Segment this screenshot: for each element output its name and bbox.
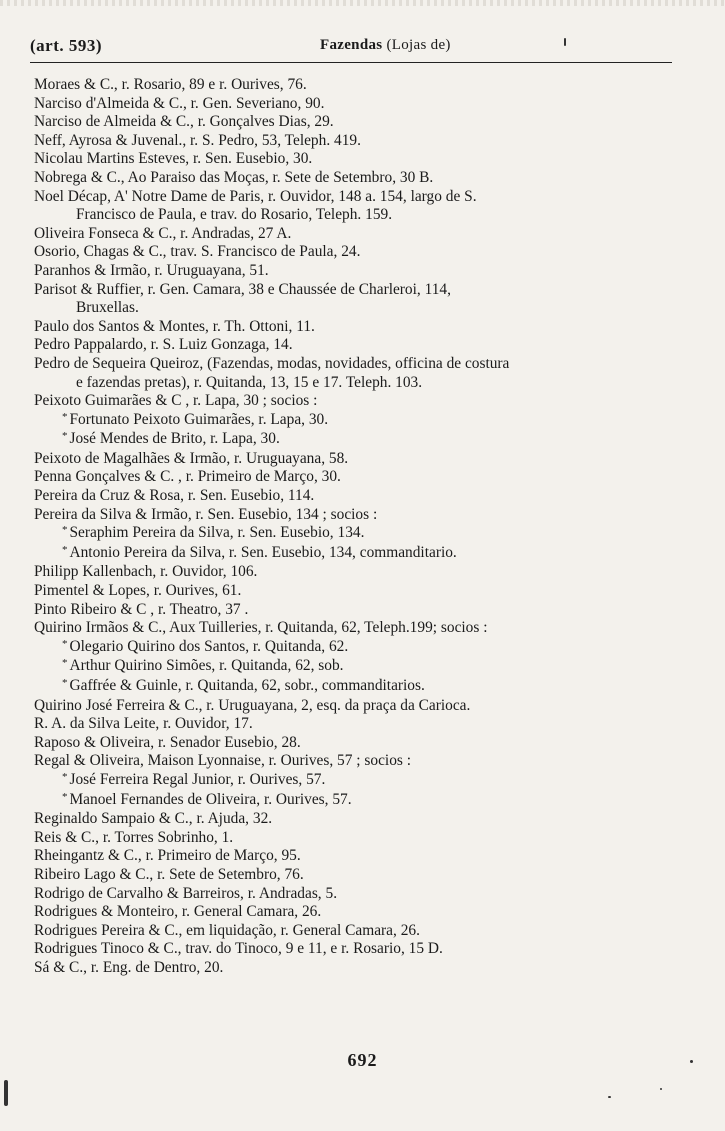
page-number: 692 bbox=[347, 1050, 378, 1070]
entry-text: Rodrigues Pereira & C., em liquidação, r. General Camara, 26. bbox=[34, 921, 420, 939]
directory-entry bbox=[34, 169, 674, 188]
directory-entry bbox=[34, 76, 674, 95]
directory-entry bbox=[34, 940, 674, 959]
directory-entry bbox=[34, 95, 674, 114]
entry-text: Seraphim Pereira da Silva, r. Sen. Eusebio, 134. bbox=[69, 524, 365, 542]
directory-entry bbox=[34, 752, 674, 771]
entry-text: Pinto Ribeiro & C , r. Theatro, 37 . bbox=[34, 600, 249, 618]
directory-entry bbox=[34, 506, 674, 525]
directory-entry bbox=[34, 487, 674, 506]
partner-entry bbox=[34, 638, 674, 658]
entry-text: Manoel Fernandes de Oliveira, r. Ourives, 57. bbox=[69, 790, 352, 808]
entry-text: Gaffrée & Guinle, r. Quitanda, 62, sobr., commanditarios. bbox=[69, 677, 425, 694]
entry-text: Rodrigues & Monteiro, r. General Camara, 26. bbox=[34, 903, 322, 921]
entry-text: Rheingantz & C., r. Primeiro de Março, 95. bbox=[34, 847, 301, 865]
entry-text: Noel Décap, A' Notre Dame de Paris, r. Ouvidor, 148 a. 154, largo de S. bbox=[34, 187, 477, 205]
directory-entries bbox=[34, 76, 674, 978]
entry-text: Reginaldo Sampaio & C., r. Ajuda, 32. bbox=[34, 810, 273, 828]
directory-entry bbox=[34, 188, 674, 225]
entry-text: Pimentel & Lopes, r. Ourives, 61. bbox=[34, 582, 242, 600]
section-title-main: Fazendas bbox=[320, 37, 383, 53]
directory-entry bbox=[34, 355, 674, 392]
directory-entry bbox=[34, 150, 674, 169]
article-reference: (art. 593) bbox=[30, 36, 103, 55]
entry-text: José Ferreira Regal Junior, r. Ourives, 57. bbox=[69, 770, 326, 788]
directory-entry bbox=[34, 922, 674, 941]
directory-entry bbox=[34, 959, 674, 978]
entry-text: Pedro de Sequeira Queiroz, (Fazendas, modas, novidades, officina de costura bbox=[34, 354, 510, 372]
ink-speck bbox=[4, 1080, 8, 1106]
entry-text: Fortunato Peixoto Guimarães, r. Lapa, 30. bbox=[69, 410, 329, 428]
entry-text: José Mendes de Brito, r. Lapa, 30. bbox=[69, 430, 280, 448]
ink-speck bbox=[690, 1060, 693, 1063]
entry-text: Penna Gonçalves & C. , r. Primeiro de Março, 30. bbox=[34, 468, 341, 486]
partner-entry bbox=[34, 430, 674, 450]
directory-entry bbox=[34, 582, 674, 601]
entry-text: Osorio, Chagas & C., trav. S. Francisco de Paula, 24. bbox=[34, 243, 361, 261]
entry-text: Quirino Irmãos & C., Aux Tuilleries, r. Quitanda, 62, Teleph.199; socios : bbox=[34, 619, 488, 637]
directory-entry bbox=[34, 903, 674, 922]
entry-text: Pedro Pappalardo, r. S. Luiz Gonzaga, 14. bbox=[34, 336, 293, 354]
entry-text: Antonio Pereira da Silva, r. Sen. Eusebio, 134, commanditario. bbox=[69, 543, 457, 561]
section-title bbox=[320, 37, 451, 54]
entry-text: Regal & Oliveira, Maison Lyonnaise, r. Ourives, 57 ; socios : bbox=[34, 752, 412, 770]
ink-speck bbox=[608, 1096, 611, 1098]
directory-entry bbox=[34, 281, 674, 318]
entry-text: Nicolau Martins Esteves, r. Sen. Eusebio, 30. bbox=[34, 150, 313, 168]
entry-text: Sá & C., r. Eng. de Dentro, 20. bbox=[34, 958, 224, 976]
entry-text: Narciso de Almeida & C., r. Gonçalves Dias, 29. bbox=[34, 113, 334, 131]
directory-entry bbox=[34, 601, 674, 620]
entry-text: Ribeiro Lago & C., r. Sete de Setembro, 76. bbox=[34, 865, 304, 883]
directory-entry bbox=[34, 318, 674, 337]
page-header bbox=[30, 30, 672, 64]
directory-entry bbox=[34, 619, 674, 638]
directory-entry bbox=[34, 336, 674, 355]
partner-entry bbox=[34, 524, 674, 544]
entry-text: Pereira da Cruz & Rosa, r. Sen. Eusebio, 114. bbox=[34, 487, 315, 505]
entry-text: Paulo dos Santos & Montes, r. Th. Ottoni, 11. bbox=[34, 317, 315, 335]
directory-entry bbox=[34, 715, 674, 734]
directory-entry bbox=[34, 829, 674, 848]
entry-continuation: Francisco de Paula, e trav. do Rosario, Teleph. 159. bbox=[76, 206, 393, 224]
ink-speck bbox=[660, 1088, 662, 1090]
entry-continuation: e fazendas pretas), r. Quitanda, 13, 15 e 17. Teleph. 103. bbox=[76, 373, 423, 391]
entry-text: Peixoto de Magalhães & Irmão, r. Uruguayana, 58. bbox=[34, 449, 349, 467]
directory-entry bbox=[34, 697, 674, 716]
section-title-paren: (Lojas de) bbox=[386, 37, 451, 53]
directory-entry bbox=[34, 734, 674, 753]
directory-entry bbox=[34, 810, 674, 829]
entry-text: Rodrigues Tinoco & C., trav. do Tinoco, 9 e 11, e r. Rosario, 15 D. bbox=[34, 940, 443, 958]
entry-text: Arthur Quirino Simões, r. Quitanda, 62, sob. bbox=[69, 657, 344, 675]
partner-entry bbox=[34, 791, 674, 811]
page-top-edge bbox=[0, 0, 725, 6]
ink-speck bbox=[564, 38, 566, 46]
directory-entry bbox=[34, 392, 674, 411]
directory-entry bbox=[34, 468, 674, 487]
entry-text: Peixoto Guimarães & C , r. Lapa, 30 ; socios : bbox=[34, 392, 318, 410]
directory-entry bbox=[34, 866, 674, 885]
directory-entry bbox=[34, 563, 674, 582]
entry-text: Quirino José Ferreira & C., r. Uruguayana, 2, esq. da praça da Carioca. bbox=[34, 696, 471, 714]
directory-entry bbox=[34, 113, 674, 132]
partner-entry bbox=[34, 544, 674, 564]
entry-text: Rodrigo de Carvalho & Barreiros, r. Andradas, 5. bbox=[34, 884, 338, 902]
entry-text: Pereira da Silva & Irmão, r. Sen. Eusebio, 134 ; socios : bbox=[34, 505, 378, 523]
entry-text: Olegario Quirino dos Santos, r. Quitanda, 62. bbox=[69, 637, 349, 655]
partner-entry bbox=[34, 411, 674, 431]
entry-text: Philipp Kallenbach, r. Ouvidor, 106. bbox=[34, 563, 258, 581]
entry-continuation: Bruxellas. bbox=[76, 299, 139, 317]
directory-entry bbox=[34, 132, 674, 151]
partner-entry bbox=[34, 677, 674, 697]
entry-text: Reis & C., r. Torres Sobrinho, 1. bbox=[34, 828, 234, 846]
entry-text: Nobrega & C., Ao Paraiso das Moças, r. Sete de Setembro, 30 B. bbox=[34, 168, 434, 186]
entry-text: Neff, Ayrosa & Juvenal., r. S. Pedro, 53, Teleph. 419. bbox=[34, 131, 361, 149]
directory-entry bbox=[34, 885, 674, 904]
partner-entry bbox=[34, 771, 674, 791]
directory-entry bbox=[34, 262, 674, 281]
directory-entry bbox=[34, 243, 674, 262]
directory-entry bbox=[34, 847, 674, 866]
entry-text: Moraes & C., r. Rosario, 89 e r. Ourives, 76. bbox=[34, 76, 307, 93]
entry-text: Narciso d'Almeida & C., r. Gen. Severiano, 90. bbox=[34, 94, 325, 112]
partner-entry bbox=[34, 657, 674, 677]
entry-text: R. A. da Silva Leite, r. Ouvidor, 17. bbox=[34, 715, 253, 733]
directory-entry bbox=[34, 225, 674, 244]
entry-text: Paranhos & Irmão, r. Uruguayana, 51. bbox=[34, 261, 269, 279]
entry-text: Parisot & Ruffier, r. Gen. Camara, 38 e Chaussée de Charleroi, 114, bbox=[34, 280, 451, 298]
header-rule bbox=[30, 62, 672, 63]
entry-text: Oliveira Fonseca & C., r. Andradas, 27 A. bbox=[34, 224, 292, 242]
entry-text: Raposo & Oliveira, r. Senador Eusebio, 28. bbox=[34, 733, 301, 751]
directory-entry bbox=[34, 450, 674, 469]
